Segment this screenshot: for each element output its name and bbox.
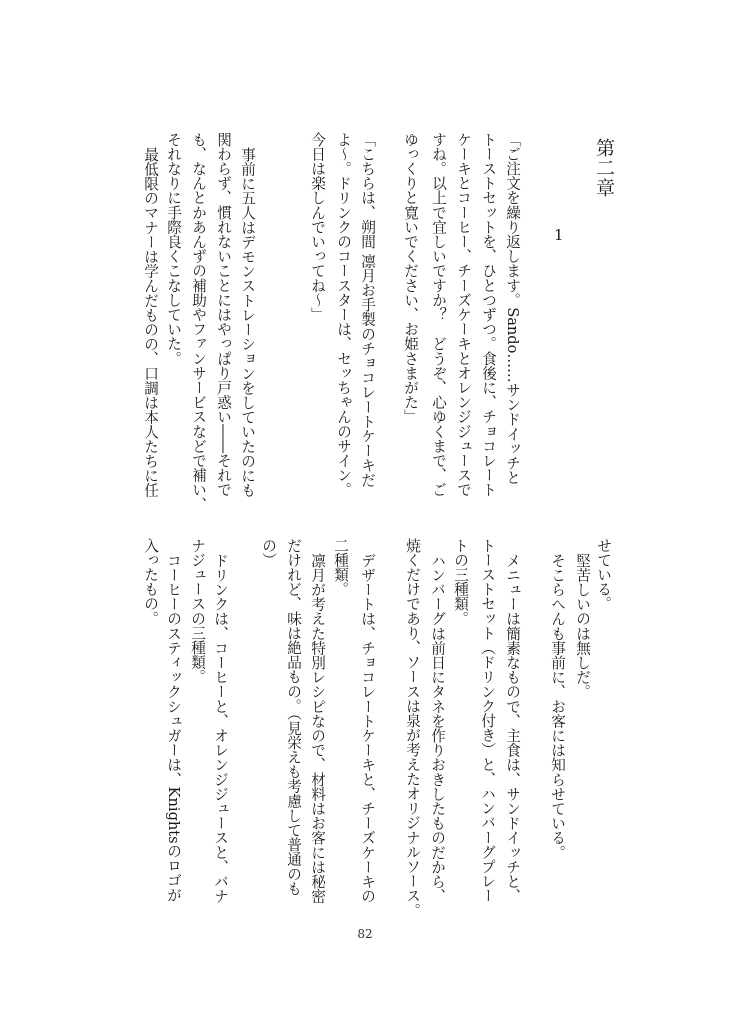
text-line: だけれど、味は絶品もの。（見栄えも考慮して普通のも: [285, 538, 302, 896]
text-line: せている。: [595, 538, 612, 611]
text-line: トーストセット（ドリンク付き）と、ハンバーグプレー: [479, 538, 496, 903]
text-line: の）: [260, 538, 277, 568]
text-line: 今日は楽しんでいってね～」: [309, 132, 326, 322]
text-line: 凛月が考えた特別レシピなので、材料はお客には秘密: [309, 553, 326, 904]
text-line: コーヒーのスティックシュガーは、Knightsのロゴが: [165, 553, 182, 903]
text-line: すね。以上で宜しいですか？ どうぞ、心ゆくまで、ご: [430, 132, 447, 497]
text-line: 焼くだけであり、ソースは泉が考えたオリジナルソース。: [404, 538, 421, 918]
text-line: ハンバーグは前日にタネを作りおきしたものだから、: [429, 553, 446, 904]
text-line: トの三種類。: [452, 538, 469, 626]
text-line: トーストセットを、ひとつずつ。食後に、チョコレート: [480, 132, 497, 497]
text-line: 事前に五人はデモンストレーションをしていたのにも: [239, 147, 256, 498]
text-line: ナジュースの三種類。: [189, 538, 206, 684]
text-line: ドリンクは、コーヒーと、オレンジジュースと、バナ: [212, 553, 229, 904]
section-number: 1: [554, 226, 564, 244]
text-line: ケーキとコーヒー、チーズケーキとオレンジジュースで: [455, 132, 472, 497]
text-line: 堅苦しいのは無しだ。: [574, 553, 591, 699]
text-line: それなりに手際良くこなしていた。: [165, 132, 182, 366]
text-line: 関わらず、慣れないことにはやっぱり戸惑い――それで: [215, 132, 232, 497]
text-line: 最低限のマナーは学んだものの、口調は本人たちに任: [142, 147, 159, 498]
text-line: 二種類。: [332, 538, 349, 597]
text-line: 入ったもの。: [142, 538, 159, 626]
text-line: 「こちらは、朔間 凛月お手製のチョコレートケーキだ: [359, 132, 376, 488]
chapter-title: 第二章: [593, 138, 615, 198]
page-number: 82: [357, 927, 373, 941]
text-line: ゆっくりと寛いでください、お姫さまがた」: [402, 132, 419, 424]
text-line: そこらへんも事前に、お客には知らせている。: [549, 553, 566, 860]
text-line: デザートは、チョコレートケーキと、チーズケーキの: [359, 553, 376, 904]
text-line: メニューは簡素なもので、主食は、サンドイッチと、: [504, 553, 521, 904]
text-line: 「ご注文を繰り返します。Sando……サンドイッチと: [504, 132, 521, 485]
text-line: よ～。ドリンクのコースターは、セッちゃんのサイン。: [335, 132, 352, 497]
text-line: も、なんとかあんずの補助やファンサービスなどで補い、: [190, 132, 207, 512]
